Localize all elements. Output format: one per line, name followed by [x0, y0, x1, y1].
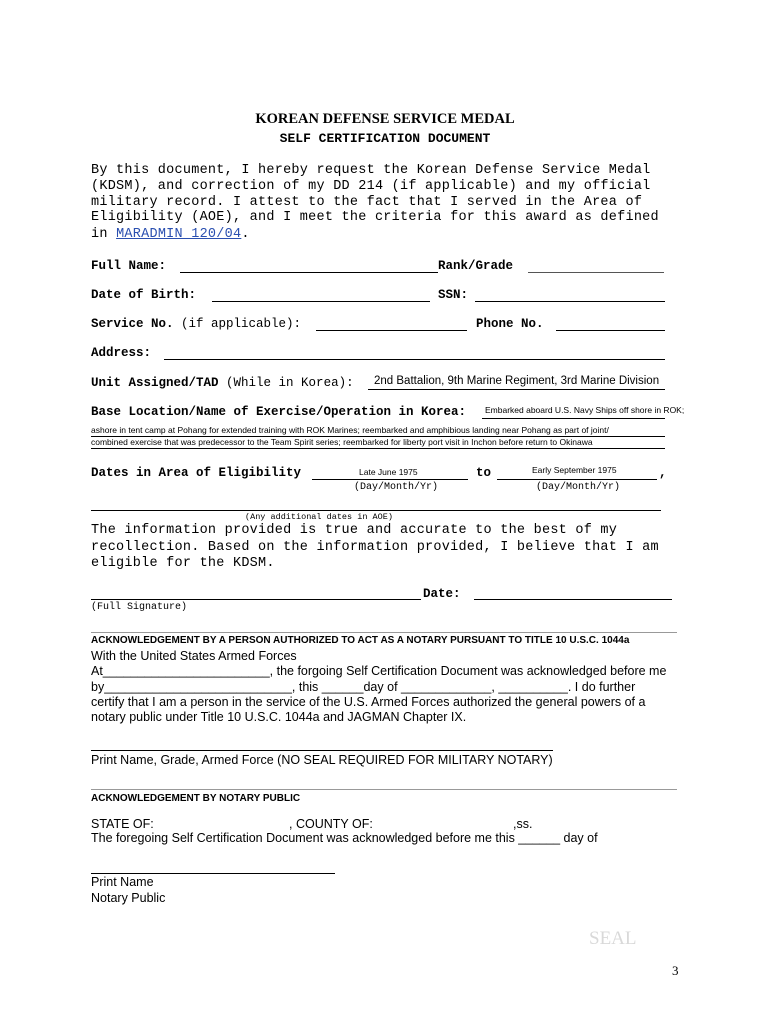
full-name-field[interactable] — [180, 272, 438, 273]
base-location-value-2[interactable]: ashore in tent camp at Pohang for extended training with ROK Marines; reembarked and amphibious landing near Pohang as part of joint/ — [91, 425, 609, 435]
document-title: KOREAN DEFENSE SERVICE MEDAL — [255, 111, 515, 127]
ack-military-line-4: certify that I am a person in the service of the U.S. Armed Forces authorized the general powers of a — [91, 695, 646, 709]
rank-grade-field[interactable] — [528, 272, 664, 273]
maradmin-link[interactable]: MARADMIN 120/04 — [116, 227, 242, 242]
service-no-hint: (if applicable): — [181, 317, 302, 331]
date-from-value[interactable]: Late June 1975 — [359, 467, 418, 477]
ssn-field[interactable] — [475, 301, 665, 302]
ack-military-line-1: With the United States Armed Forces — [91, 649, 297, 663]
service-no-label-text: Service No. — [91, 317, 174, 331]
notary-seal-placeholder: SEAL — [589, 928, 637, 949]
phone-label: Phone No. — [476, 317, 544, 331]
attest-line-2: recollection. Based on the information provided, I believe that I am — [91, 540, 659, 555]
base-location-field-line — [482, 418, 665, 419]
unit-label — [91, 376, 354, 390]
base-location-label: Base Location/Name of Exercise/Operation in Korea: — [91, 405, 467, 419]
full-name-label: Full Name: — [91, 259, 167, 273]
dates-aoe-label: Dates in Area of Eligibility — [91, 466, 302, 480]
unit-hint: (While in Korea): — [226, 376, 354, 390]
intro-line-4: Eligibility (AOE), and I meet the criteria for this award as defined — [91, 210, 659, 225]
dob-label: Date of Birth: — [91, 288, 197, 302]
ack-military-line-2: At________________________, the forgoing Self Certification Document was acknowledged before me — [91, 664, 667, 678]
signature-date-field[interactable] — [474, 599, 672, 600]
ack-military-line-3: by___________________________, this ______day of _____________, __________. I do further — [91, 680, 636, 694]
ss-label: ,ss. — [513, 817, 533, 831]
date-format-hint-1: (Day/Month/Yr) — [354, 482, 439, 493]
military-notary-print-name: Print Name, Grade, Armed Force (NO SEAL REQUIRED FOR MILITARY NOTARY) — [91, 753, 553, 767]
signature-date-label: Date: — [423, 587, 461, 601]
intro-line-5 — [91, 227, 250, 242]
ssn-label: SSN: — [438, 288, 469, 302]
county-label: , COUNTY OF: — [289, 817, 373, 831]
full-signature-hint: (Full Signature) — [91, 602, 188, 613]
base-location-value-1[interactable]: Embarked aboard U.S. Navy Ships off shore in ROK; — [485, 405, 685, 415]
ack-military-line-5: notary public under Title 10 U.S.C. 1044a and JAGMAN Chapter IX. — [91, 710, 467, 724]
date-comma: , — [659, 466, 667, 480]
service-no-label — [91, 317, 301, 331]
attest-line-3: eligible for the KDSM. — [91, 556, 275, 571]
intro-line-2: (KDSM), and correction of my DD 214 (if applicable) and my official — [91, 179, 651, 194]
rank-grade-label: Rank/Grade — [438, 259, 514, 273]
document-subtitle: SELF CERTIFICATION DOCUMENT — [279, 131, 491, 146]
date-format-hint-2: (Day/Month/Yr) — [536, 482, 621, 493]
unit-value[interactable]: 2nd Battalion, 9th Marine Regiment, 3rd Marine Division — [374, 375, 660, 387]
attest-line-1: The information provided is true and accurate to the best of my — [91, 523, 618, 538]
signature-field[interactable] — [91, 599, 421, 600]
phone-field[interactable] — [556, 330, 665, 331]
date-from-field-line — [312, 479, 468, 480]
unit-field-line — [368, 389, 665, 390]
intro-line-3: military record. I attest to the fact that I served in the Area of — [91, 195, 643, 210]
notary-public-signature-field[interactable] — [91, 873, 335, 874]
ack-military-heading: ACKNOWLEDGEMENT BY A PERSON AUTHORIZED TO ACT AS A NOTARY PURSUANT TO TITLE 10 U.S.C. 1044a — [91, 635, 630, 646]
state-label: STATE OF: — [91, 817, 154, 831]
intro-line-5-prefix: in — [91, 227, 117, 242]
to-label: to — [476, 466, 492, 480]
service-no-field[interactable] — [316, 330, 467, 331]
section-divider-2 — [91, 789, 677, 790]
date-to-field-line — [497, 479, 657, 480]
notary-print-name: Print Name — [91, 875, 154, 889]
intro-line-5-suffix: . — [241, 227, 250, 242]
date-to-value[interactable]: Early September 1975 — [532, 465, 617, 475]
page-number: 3 — [672, 963, 679, 978]
ack-notary-line-2: The foregoing Self Certification Document was acknowledged before me this ______ day of — [91, 831, 598, 845]
base-location-value-3[interactable]: combined exercise that was predecessor to the Team Spirit series; reembarked for liberty port visit in Inchon before return to Okinawa — [91, 437, 593, 447]
section-divider-1 — [91, 632, 677, 633]
additional-dates-field[interactable] — [91, 510, 661, 511]
dob-field[interactable] — [212, 301, 430, 302]
address-field[interactable] — [164, 359, 665, 360]
notary-public-label: Notary Public — [91, 891, 166, 905]
base-location-line-3 — [91, 448, 665, 449]
unit-label-text: Unit Assigned/TAD — [91, 376, 219, 390]
ack-notary-heading: ACKNOWLEDGEMENT BY NOTARY PUBLIC — [91, 793, 301, 804]
address-label: Address: — [91, 346, 152, 360]
military-notary-signature-field[interactable] — [91, 750, 553, 751]
additional-dates-hint: (Any additional dates in AOE) — [245, 512, 393, 522]
intro-line-1: By this document, I hereby request the Korean Defense Service Medal — [91, 163, 651, 178]
